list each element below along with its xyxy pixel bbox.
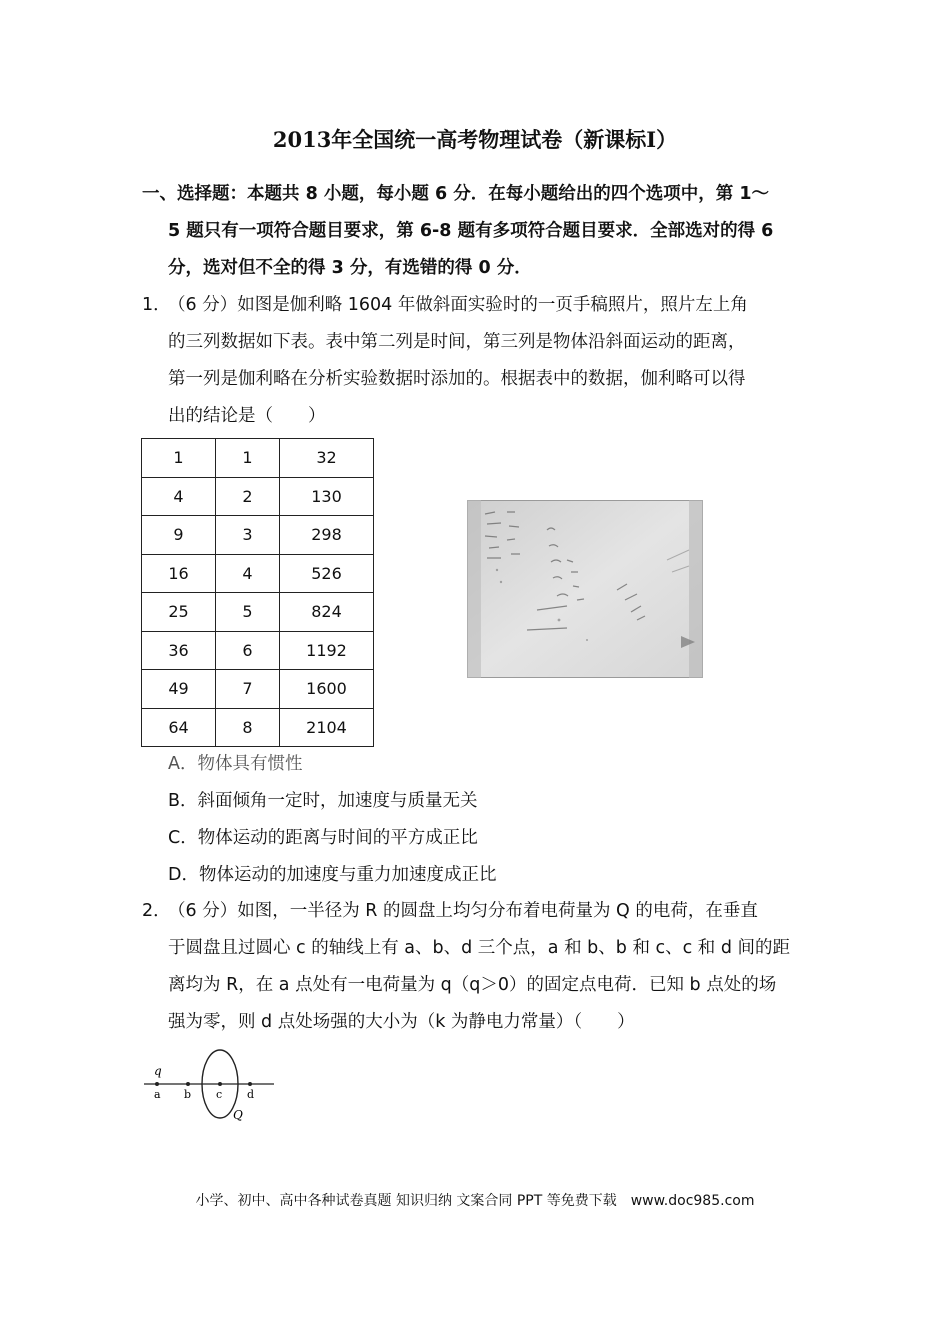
section-instructions xyxy=(142,176,812,287)
question-2-line-4: 强为零，则 d 点处场强的大小为（k 为静电力常量）（ ） xyxy=(168,1012,635,1032)
option-d: D．物体运动的加速度与重力加速度成正比 xyxy=(168,865,497,885)
page-footer: 小学、初中、高中各种试卷真题 知识归纳 文案合同 PPT 等免费下载 www.doc985.com xyxy=(195,1193,755,1209)
label-Q: Q xyxy=(233,1108,243,1122)
table-cell: 36 xyxy=(142,631,216,670)
table-cell: 1600 xyxy=(280,670,374,709)
table-cell: 16 xyxy=(142,554,216,593)
table-cell: 3 xyxy=(216,516,280,555)
question-2 xyxy=(142,893,812,1041)
question-1-line-4: 出的结论是（ ） xyxy=(168,406,326,426)
table-cell: 130 xyxy=(280,477,374,516)
manuscript-photo xyxy=(467,500,703,678)
section-line-2: 5 题只有一项符合题目要求，第 6-8 题有多项符合题目要求．全部选对的得 6 xyxy=(168,221,774,241)
section-line-1: 一、选择题：本题共 8 小题，每小题 6 分．在每小题给出的四个选项中，第 1～ xyxy=(142,184,769,204)
table-cell: 64 xyxy=(142,708,216,747)
question-1-text: （6 分）如图是伽利略 1604 年做斜面实验时的一页手稿照片，照片左上角 xyxy=(168,295,748,315)
table-cell: 2104 xyxy=(280,708,374,747)
table-cell: 1192 xyxy=(280,631,374,670)
question-2-line-3: 离均为 R，在 a 点处有一电荷量为 q（q＞0）的固定点电荷．已知 b 点处的场 xyxy=(168,975,777,995)
table-cell: 824 xyxy=(280,593,374,632)
label-a: a xyxy=(154,1088,161,1101)
point-c xyxy=(218,1082,222,1086)
point-b xyxy=(186,1082,190,1086)
page-title: 2013年全国统一高考物理试卷（新课标I） xyxy=(272,127,678,152)
table-row xyxy=(142,477,374,516)
table-cell: 2 xyxy=(216,477,280,516)
table-cell: 4 xyxy=(142,477,216,516)
table-cell: 6 xyxy=(216,631,280,670)
question-2-line-1 xyxy=(142,893,812,930)
table-cell: 49 xyxy=(142,670,216,709)
table-cell: 8 xyxy=(216,708,280,747)
section-line-3: 分，选对但不全的得 3 分，有选错的得 0 分． xyxy=(168,258,532,278)
point-d xyxy=(248,1082,252,1086)
question-1-line-1 xyxy=(142,287,812,324)
option-a: A．物体具有惯性 xyxy=(168,754,303,774)
question-2-text: （6 分）如图，一半径为 R 的圆盘上均匀分布着电荷量为 Q 的电荷，在垂直 xyxy=(168,901,758,921)
label-b: b xyxy=(184,1088,192,1101)
table-cell: 1 xyxy=(216,439,280,478)
question-1 xyxy=(142,287,812,435)
question-1-number: 1． xyxy=(142,295,171,315)
table-cell: 7 xyxy=(216,670,280,709)
table-row xyxy=(142,631,374,670)
table-cell: 25 xyxy=(142,593,216,632)
option-b: B．斜面倾角一定时，加速度与质量无关 xyxy=(168,791,478,811)
table-cell: 298 xyxy=(280,516,374,555)
table-row xyxy=(142,670,374,709)
table-cell: 1 xyxy=(142,439,216,478)
galileo-data-table xyxy=(141,438,374,747)
label-d: d xyxy=(247,1088,255,1101)
table-cell: 5 xyxy=(216,593,280,632)
question-1-line-3: 第一列是伽利略在分析实验数据时添加的。根据表中的数据，伽利略可以得 xyxy=(168,369,746,389)
table-row xyxy=(142,516,374,555)
table-cell: 4 xyxy=(216,554,280,593)
table-cell: 526 xyxy=(280,554,374,593)
table-cell: 32 xyxy=(280,439,374,478)
option-c: C．物体运动的距离与时间的平方成正比 xyxy=(168,828,478,848)
point-a xyxy=(155,1082,159,1086)
table-row xyxy=(142,708,374,747)
table-cell: 9 xyxy=(142,516,216,555)
question-2-number: 2． xyxy=(142,901,171,921)
table-row xyxy=(142,554,374,593)
question-2-line-2: 于圆盘且过圆心 c 的轴线上有 a、b、d 三个点，a 和 b、b 和 c、c 和 d 间的距 xyxy=(168,938,791,958)
label-q: q xyxy=(154,1064,162,1078)
label-c: c xyxy=(216,1088,223,1101)
table-row xyxy=(142,439,374,478)
charged-disk-diagram xyxy=(142,1046,282,1126)
question-1-line-2: 的三列数据如下表。表中第二列是时间，第三列是物体沿斜面运动的距离， xyxy=(168,332,746,352)
table-row xyxy=(142,593,374,632)
